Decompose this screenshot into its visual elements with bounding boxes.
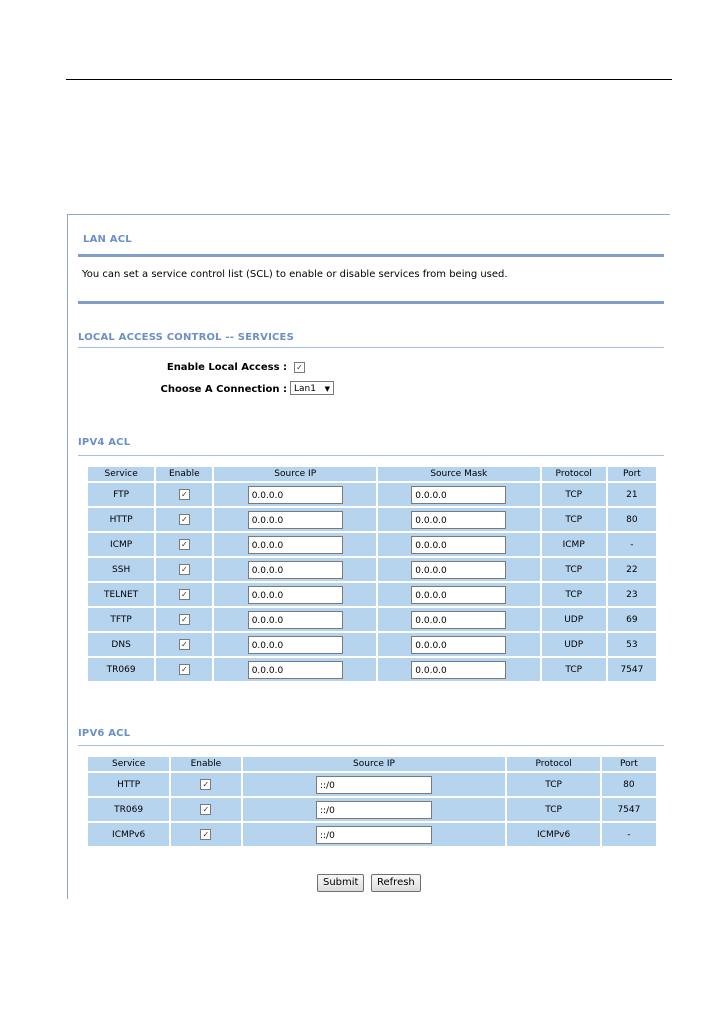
lan-acl-panel [67, 214, 670, 899]
table-row [88, 773, 656, 796]
protocol-cell: TCP [542, 508, 606, 531]
section-divider [78, 455, 664, 456]
enable-cell [171, 823, 240, 846]
ipv4-acl-table [86, 465, 658, 683]
source-ip-input[interactable]: 0.0.0.0 [248, 561, 343, 579]
protocol-cell: TCP [507, 773, 599, 796]
enable-checkbox[interactable]: ✓ [179, 664, 190, 675]
port-cell: 80 [602, 773, 656, 796]
service-cell: DNS [88, 633, 154, 656]
service-cell: TELNET [88, 583, 154, 606]
port-cell: 7547 [602, 798, 656, 821]
source-ip-input[interactable]: ::/0 [316, 776, 432, 794]
port-cell: 23 [608, 583, 656, 606]
enable-checkbox[interactable]: ✓ [200, 829, 211, 840]
source-mask-input[interactable]: 0.0.0.0 [411, 561, 506, 579]
connection-select-value: Lan1 [294, 384, 316, 394]
source-ip-input[interactable]: 0.0.0.0 [248, 511, 343, 529]
chevron-down-icon: ▼ [324, 385, 330, 393]
enable-cell [156, 533, 212, 556]
enable-checkbox[interactable]: ✓ [179, 614, 190, 625]
port-cell: 53 [608, 633, 656, 656]
table-row [88, 583, 656, 606]
enable-cell [156, 658, 212, 681]
protocol-cell: UDP [542, 608, 606, 631]
enable-cell [171, 798, 240, 821]
source-ip-cell [243, 798, 506, 821]
protocol-cell: UDP [542, 633, 606, 656]
source-mask-cell [378, 533, 540, 556]
service-cell: HTTP [88, 773, 169, 796]
enable-checkbox[interactable]: ✓ [179, 514, 190, 525]
submit-button[interactable]: Submit [317, 874, 364, 892]
source-mask-input[interactable]: 0.0.0.0 [411, 661, 506, 679]
column-header-protocol: Protocol [507, 757, 599, 771]
source-mask-input[interactable]: 0.0.0.0 [411, 486, 506, 504]
port-cell: 69 [608, 608, 656, 631]
source-ip-cell [243, 823, 506, 846]
source-ip-cell [214, 608, 376, 631]
table-row [88, 508, 656, 531]
source-mask-input[interactable]: 0.0.0.0 [411, 586, 506, 604]
enable-checkbox[interactable]: ✓ [179, 564, 190, 575]
service-cell: FTP [88, 483, 154, 506]
column-header-source-ip: Source IP [243, 757, 506, 771]
table-row [88, 823, 656, 846]
source-ip-input[interactable]: 0.0.0.0 [248, 486, 343, 504]
source-mask-input[interactable]: 0.0.0.0 [411, 636, 506, 654]
section-divider [78, 745, 664, 746]
protocol-cell: TCP [542, 483, 606, 506]
protocol-cell: ICMPv6 [507, 823, 599, 846]
source-ip-input[interactable]: ::/0 [316, 801, 432, 819]
service-cell: TR069 [88, 798, 169, 821]
source-mask-cell [378, 658, 540, 681]
column-header-enable: Enable [171, 757, 240, 771]
enable-checkbox[interactable]: ✓ [179, 539, 190, 550]
service-cell: ICMPv6 [88, 823, 169, 846]
enable-local-access-label: Enable Local Access : [166, 362, 287, 373]
table-header-row [88, 757, 656, 771]
source-ip-cell [214, 658, 376, 681]
service-cell: ICMP [88, 533, 154, 556]
table-row [88, 633, 656, 656]
source-ip-input[interactable]: 0.0.0.0 [248, 536, 343, 554]
choose-connection-label: Choose A Connection : [160, 384, 287, 395]
enable-checkbox[interactable]: ✓ [200, 779, 211, 790]
lan-acl-title: LAN ACL [83, 234, 132, 245]
source-ip-cell [214, 483, 376, 506]
column-header-port: Port [608, 467, 656, 481]
column-header-service: Service [88, 467, 154, 481]
enable-cell [156, 558, 212, 581]
ipv6-acl-title: IPV6 ACL [78, 728, 131, 739]
table-row [88, 608, 656, 631]
source-ip-input[interactable]: 0.0.0.0 [248, 661, 343, 679]
enable-cell [156, 583, 212, 606]
table-row [88, 798, 656, 821]
port-cell: 80 [608, 508, 656, 531]
source-mask-input[interactable]: 0.0.0.0 [411, 611, 506, 629]
protocol-cell: ICMP [542, 533, 606, 556]
enable-cell [171, 773, 240, 796]
local-access-title: LOCAL ACCESS CONTROL -- SERVICES [78, 332, 294, 343]
service-cell: TFTP [88, 608, 154, 631]
source-mask-cell [378, 508, 540, 531]
column-header-service: Service [88, 757, 169, 771]
source-ip-cell [214, 533, 376, 556]
column-header-source-ip: Source IP [214, 467, 376, 481]
table-row [88, 658, 656, 681]
source-ip-cell [214, 583, 376, 606]
source-ip-cell [214, 558, 376, 581]
column-header-enable: Enable [156, 467, 212, 481]
source-mask-input[interactable]: 0.0.0.0 [411, 511, 506, 529]
enable-local-access-checkbox[interactable]: ✓ [294, 362, 305, 373]
source-ip-input[interactable]: ::/0 [316, 826, 432, 844]
section-divider [78, 301, 664, 304]
protocol-cell: TCP [507, 798, 599, 821]
table-row [88, 558, 656, 581]
source-mask-cell [378, 633, 540, 656]
port-cell: - [602, 823, 656, 846]
connection-select[interactable] [290, 381, 334, 395]
protocol-cell: TCP [542, 658, 606, 681]
source-mask-cell [378, 608, 540, 631]
service-cell: SSH [88, 558, 154, 581]
source-mask-cell [378, 483, 540, 506]
refresh-button[interactable]: Refresh [371, 874, 421, 892]
enable-cell [156, 608, 212, 631]
section-divider [78, 347, 664, 348]
table-header-row [88, 467, 656, 481]
enable-checkbox[interactable]: ✓ [179, 639, 190, 650]
source-ip-input[interactable]: 0.0.0.0 [248, 586, 343, 604]
port-cell: 22 [608, 558, 656, 581]
enable-checkbox[interactable]: ✓ [200, 804, 211, 815]
source-mask-cell [378, 583, 540, 606]
source-mask-cell [378, 558, 540, 581]
protocol-cell: TCP [542, 583, 606, 606]
source-ip-cell [214, 508, 376, 531]
enable-cell [156, 508, 212, 531]
service-cell: TR069 [88, 658, 154, 681]
section-divider [78, 254, 664, 257]
ipv6-acl-table [86, 755, 658, 848]
enable-checkbox[interactable]: ✓ [179, 489, 190, 500]
source-ip-input[interactable]: 0.0.0.0 [248, 636, 343, 654]
port-cell: 7547 [608, 658, 656, 681]
lan-acl-description: You can set a service control list (SCL) to enable or disable services from being used. [82, 269, 508, 280]
column-header-source-mask: Source Mask [378, 467, 540, 481]
port-cell: - [608, 533, 656, 556]
protocol-cell: TCP [542, 558, 606, 581]
column-header-port: Port [602, 757, 656, 771]
source-ip-cell [214, 633, 376, 656]
source-ip-input[interactable]: 0.0.0.0 [248, 611, 343, 629]
page-top-rule [66, 79, 672, 80]
enable-checkbox[interactable]: ✓ [179, 589, 190, 600]
port-cell: 21 [608, 483, 656, 506]
source-ip-cell [243, 773, 506, 796]
enable-cell [156, 633, 212, 656]
enable-cell [156, 483, 212, 506]
column-header-protocol: Protocol [542, 467, 606, 481]
service-cell: HTTP [88, 508, 154, 531]
table-row [88, 533, 656, 556]
table-row [88, 483, 656, 506]
ipv4-acl-title: IPV4 ACL [78, 437, 131, 448]
source-mask-input[interactable]: 0.0.0.0 [411, 536, 506, 554]
